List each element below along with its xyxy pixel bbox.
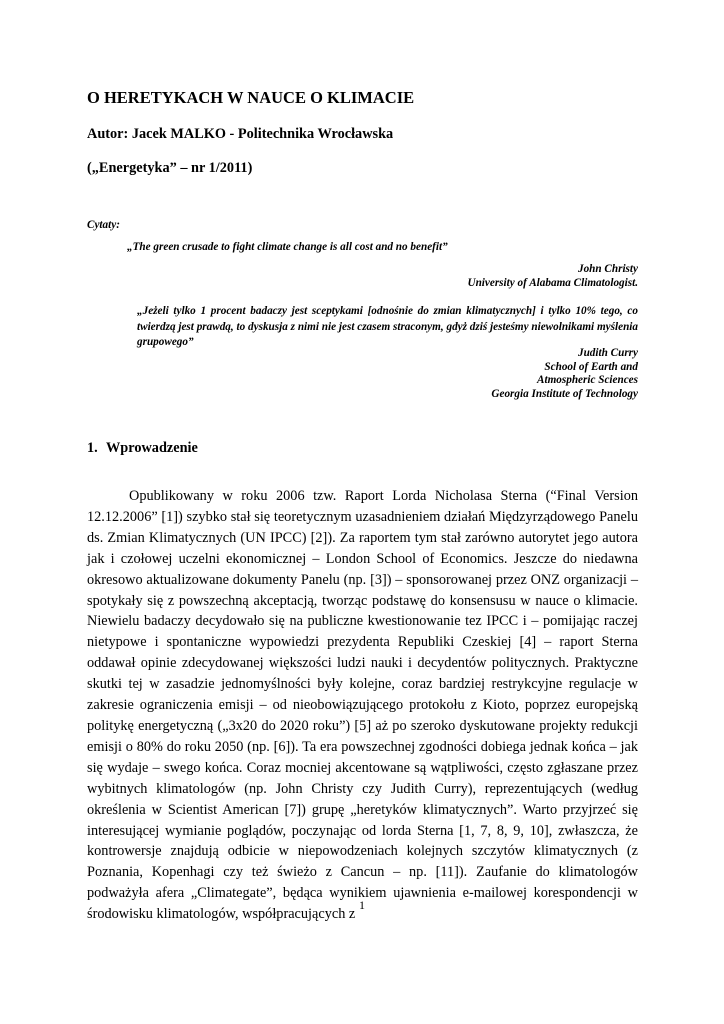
document-title: O HERETYKACH W NAUCE O KLIMACIE xyxy=(87,88,415,107)
page-number: 1 xyxy=(359,898,365,912)
section-heading xyxy=(87,440,198,457)
quote-christy: „The green crusade to fight climate change is all cost and no benefit” xyxy=(127,241,448,253)
attribution-line: Georgia Institute of Technology xyxy=(491,388,638,401)
attribution-christy xyxy=(467,263,638,290)
attribution-line: University of Alabama Climatologist. xyxy=(467,276,638,289)
journal-line: („Energetyka” – nr 1/2011) xyxy=(87,160,253,176)
attribution-line: Judith Curry xyxy=(577,347,638,359)
body-paragraph: Opublikowany w roku 2006 tzw. Raport Lorda Nicholasa Sterna (“Final Version 12.12.2006” [1]) szybko stał się teoretycznym uzasadnieniem działań Międzyrządowego Panelu ds. Zmian Klimatycznych (UN IPCC) [2]). Za raportem tym stał zarówno autorytet jego autora jak i czołowej uczelni ekonomicznej – London School of Economics. Jeszcze do niedawna okresowo aktualizowane dokumenty Panelu (np. [3]) – sponsorowanej przez ONZ organizacji – spotykały się z powszechną akceptacją, tworząc podstawę do konsensusu w nauce o klimacie. Niewielu badaczy decydowało się na publiczne kwestionowanie tez IPCC i – pomijając raczej nietypowe i spontaniczne wypowiedzi prezydenta Republiki Czeskiej [4] – raport Sterna oddawał opinie zdecydowanej większości ludzi nauki i decydentów politycznych. Praktyczne skutki tej w zasadzie jednomyślności były kolejne, coraz bardziej restrykcyjne regulacje w zakresie ograniczenia emisji – od nieobowiązującego protokołu z Kioto, poprzez europejską politykę energetyczną („3x20 do 2020 roku”) [5] aż po szeroko dyskutowane projekty redukcji emisji o 80% do roku 2050 (np. [6]). Ta era powszechnej zgodności dobiega jednak końca – jak się wydaje – swego końca. Coraz mocniej akcentowane są wątpliwości, często zgłaszane przez wybitnych klimatologów (np. John Christy czy Judith Curry), reprezentujących (według określenia w Scientist American [7]) grupę „heretyków klimatycznych”. Warto przyjrzeć się interesującej wymianie poglądów, poczynając od lorda Sterna [1, 7, 8, 9, 10], zwłaszcza, że kontrowersje znajdują odbicie w niepowodzeniach kolejnych szczytów klimatycznych (z Poznania, Kopenhagi czy też świeżo z Cancun – np. [11]). Zaufanie do klimatologów podważyła afera „Climategate”, będąca wynikiem ujawnienia e-mailowej korespondencji w środowisku klimatologów, współpracujących z xyxy=(87,488,638,923)
quote-curry: „Jeżeli tylko 1 procent badaczy jest sceptykami [odnośnie do zmian klimatycznych] i tylko 10% tego, co twierdzą jest prawdą, to dyskusja z nimi nie jest czasem straconym, gdyż dziś jesteśmy niewolnikami myślenia grupowego” xyxy=(137,305,638,348)
attribution-line: Atmospheric Sciences xyxy=(537,374,638,387)
section-number: 1. xyxy=(87,440,98,456)
section-title: Wprowadzenie xyxy=(106,440,198,456)
attribution-line: School of Earth and xyxy=(544,360,638,373)
author-line: Autor: Jacek MALKO - Politechnika Wrocławska xyxy=(87,126,394,142)
attribution-curry xyxy=(491,347,638,402)
attribution-line: John Christy xyxy=(577,263,638,275)
citations-label: Cytaty: xyxy=(87,219,120,231)
